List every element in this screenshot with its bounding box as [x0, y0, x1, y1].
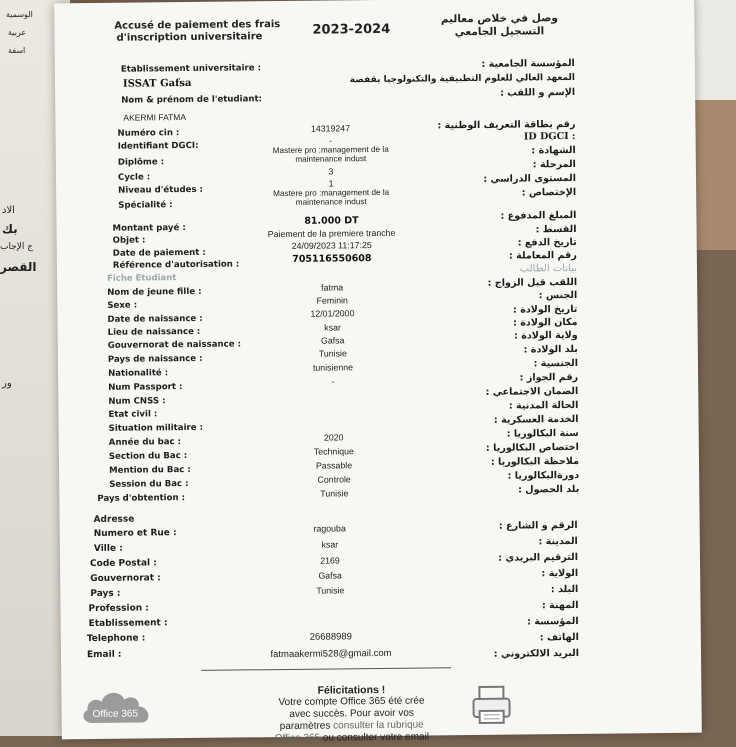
- passport-label-fr: Num Passport :: [108, 382, 182, 393]
- printer-icon[interactable]: [469, 683, 514, 731]
- cin-value: 14319247: [255, 123, 405, 135]
- profession-label-fr: Profession :: [88, 603, 148, 614]
- cnss-label-ar: الضمان الاجتماعي :: [486, 386, 579, 398]
- student-rows: [54, 0, 694, 3]
- left-paper-text: ج الإجاب: [0, 242, 33, 252]
- pays-obtention-label-fr: Pays d'obtention :: [97, 493, 185, 504]
- etat-civil-label-fr: Etat civil :: [108, 409, 157, 420]
- etablissement-value-ar: المعهد العالي للعلوم التطبيقية والتكنولوجيا بقفصة: [350, 73, 575, 85]
- pays-naissance-value: Tunisie: [258, 348, 408, 360]
- student-name-value: AKERMI FATMA: [123, 112, 186, 123]
- etablissement-label-ar: المؤسسة الجامعية :: [481, 58, 574, 70]
- niveau-label-fr: Niveau d'études :: [118, 185, 203, 196]
- lieu-naissance-label-fr: Lieu de naissance :: [108, 327, 201, 338]
- specialite-value: Mastere pro :management de la maintenance indust: [256, 188, 406, 208]
- office-365-logo: [78, 684, 156, 727]
- numero-rue-value: ragouba: [255, 523, 405, 535]
- telephone-label-ar: الهاتف :: [540, 632, 579, 643]
- adresse-rows: [54, 0, 694, 3]
- nationalite-label-ar: الجنسية :: [534, 358, 579, 369]
- section-bac-label-ar: اختصاص البكالوريا :: [486, 442, 579, 454]
- date-naissance-label-ar: تاريخ الولادة :: [513, 304, 578, 316]
- ville-label-ar: المدينة :: [538, 536, 578, 547]
- etablissement-value-fr: ISSAT Gafsa: [123, 78, 192, 90]
- situation-militaire-label-ar: الخدمة العسكرية :: [494, 414, 579, 426]
- etablissement-label-fr: Etablissement universitaire :: [121, 63, 261, 74]
- left-paper-text: عربية: [8, 28, 26, 37]
- specialite-label-ar: الإختصاص :: [522, 187, 577, 199]
- montant-value: 81.000 DT: [256, 215, 406, 228]
- date-paiement-label-fr: Date de paiement :: [113, 248, 206, 259]
- title-fr-line1: Accusé de paiement des frais: [114, 19, 264, 33]
- pays-label-fr: Pays :: [90, 589, 120, 599]
- cin-label-fr: Numéro cin :: [117, 128, 179, 139]
- sexe-label-fr: Sexe :: [107, 301, 137, 311]
- congrats-line3a: paramètres: [280, 720, 333, 732]
- lieu-naissance-value: ksar: [258, 322, 408, 334]
- title-fr-line2: d'inscription universitaire: [114, 31, 264, 45]
- passport-label-ar: رقم الجواز :: [520, 372, 579, 384]
- telephone-value: 26688989: [256, 631, 406, 644]
- left-paper-text: القصر: [0, 260, 37, 274]
- title-fr: [114, 19, 264, 45]
- gouvernorat-naissance-label-ar: ولاية الولادة :: [514, 330, 578, 342]
- email-label-fr: Email :: [87, 650, 122, 660]
- session-bac-label-ar: دورةالبكالوريا :: [507, 470, 579, 482]
- mention-bac-value: Passable: [259, 460, 409, 472]
- date-paiement-value: 24/09/2023 11:17:25: [257, 240, 407, 252]
- cycle-label-ar: المرحلة :: [533, 159, 576, 170]
- left-paper-text: ور: [2, 378, 12, 389]
- cloud-icon: [78, 684, 156, 727]
- title-ar: [424, 12, 574, 40]
- student-name-label-fr: Nom & prénom de l'etudiant:: [121, 94, 262, 105]
- congrats-title: Félicitations !: [231, 683, 471, 698]
- date-paiement-label-ar: تاريخ الدفع :: [518, 237, 577, 249]
- ville-value: ksar: [255, 539, 405, 551]
- profession-label-ar: المهنة :: [542, 600, 579, 611]
- cin-label-ar: رقم بطاقة التعريف الوطنية :: [437, 119, 575, 131]
- reference-label-ar: رقم المعاملة :: [509, 250, 577, 262]
- niveau-label-ar: المستوى الدراسي :: [483, 173, 576, 185]
- dgci-label-fr: Identifiant DGCI:: [118, 141, 199, 152]
- pays-label-ar: البلد :: [551, 584, 579, 595]
- congrats-line4: [232, 731, 472, 746]
- objet-value: Paiement de la premiere tranche: [247, 228, 417, 240]
- gouvernorat-label-fr: Gouvernorat :: [90, 573, 161, 584]
- objet-label-ar: القسط :: [535, 224, 576, 235]
- academic-rows: [54, 0, 694, 3]
- pays-naissance-label-ar: بلد الولادة :: [524, 344, 578, 356]
- congrats-line1: Votre compte Office 365 été crée: [231, 695, 471, 710]
- gouvernorat-naissance-value: Gafsa: [258, 335, 408, 347]
- left-paper-text: الاد: [2, 205, 15, 216]
- mention-bac-label-fr: Mention du Bac :: [109, 465, 191, 476]
- montant-label-ar: المبلغ المدفوع :: [500, 210, 576, 222]
- code-postal-label-fr: Code Postal :: [90, 558, 157, 569]
- ville-label-fr: Ville :: [94, 544, 123, 554]
- section-bac-label-fr: Section du Bac :: [109, 451, 187, 462]
- title-ar-line2: التسجيل الجامعي: [424, 25, 574, 40]
- dgci-value: -: [256, 135, 406, 147]
- date-naissance-value: 12/01/2000: [257, 308, 407, 320]
- etablissement-addr-label-fr: Etablissement :: [89, 618, 168, 629]
- mention-bac-label-ar: ملاحظة البكالوريا :: [491, 456, 579, 468]
- numero-rue-label-ar: الرقم و الشارع :: [499, 520, 578, 532]
- etablissement-addr-label-ar: المؤسسة :: [527, 616, 579, 628]
- nationalite-label-fr: Nationalité :: [108, 368, 168, 379]
- receipt-document: [54, 0, 702, 739]
- congratulations-block: [231, 683, 472, 746]
- pays-obtention-value: Tunisie: [259, 488, 409, 500]
- student-name-label-ar: الإسم و اللقب :: [500, 87, 575, 99]
- code-postal-label-ar: الترقيم البريدي :: [498, 552, 578, 564]
- cnss-label-fr: Num CNSS :: [108, 396, 165, 407]
- date-naissance-label-fr: Date de naissance :: [107, 314, 202, 325]
- left-paper-text: الوسمية: [6, 10, 33, 19]
- annee-bac-label-fr: Année du bac :: [109, 437, 181, 448]
- lieu-naissance-label-ar: مكان الولادة :: [513, 317, 578, 329]
- jeune-fille-label-ar: اللقب قبل الزواج :: [488, 277, 578, 289]
- academic-year: 2023-2024: [312, 22, 390, 38]
- payment-section: [54, 0, 694, 3]
- email-value: fatmaakermi528@gmail.com: [236, 648, 426, 661]
- annee-bac-label-ar: سنة البكالوريا :: [507, 428, 579, 440]
- diplome-label-ar: الشهادة :: [531, 145, 575, 156]
- annee-bac-value: 2020: [259, 432, 409, 444]
- passport-value: -: [258, 376, 408, 388]
- diplome-label-fr: Diplôme :: [118, 157, 164, 167]
- fiche-label-fr: Fiche Etudiant: [107, 273, 176, 284]
- pays-value: Tunisie: [255, 585, 405, 597]
- left-paper-text: اسفة: [8, 46, 25, 55]
- specialite-label-fr: Spécialité :: [118, 200, 172, 211]
- cycle-label-fr: Cycle :: [118, 172, 150, 182]
- cycle-value: 3: [256, 166, 406, 178]
- gouvernorat-label-ar: الولاية :: [541, 568, 578, 579]
- pays-naissance-label-fr: Pays de naissance :: [108, 354, 203, 365]
- consulter-rubrique-link[interactable]: consulter la rubrique: [333, 720, 424, 732]
- etat-civil-label-ar: الحالة المدنية :: [509, 400, 579, 412]
- gouvernorat-naissance-label-fr: Gouvernorat de naissance :: [108, 339, 241, 350]
- fiche-label-ar: بيانات الطالب: [520, 263, 577, 275]
- session-bac-value: Controle: [259, 474, 409, 486]
- footer-divider: [201, 667, 451, 671]
- sexe-label-ar: الجنس :: [539, 290, 578, 301]
- code-postal-value: 2169: [255, 555, 405, 567]
- diplome-value: Mastere pro :management de la maintenance indust: [256, 145, 406, 165]
- title-ar-line1: وصل في خلاص معاليم: [424, 12, 574, 27]
- telephone-label-fr: Telephone :: [87, 633, 146, 644]
- pays-obtention-label-ar: بلد الحصول :: [518, 484, 579, 496]
- section-bac-value: Technique: [259, 446, 409, 458]
- jeune-fille-label-fr: Nom de jeune fille :: [107, 287, 201, 298]
- congrats-line2: avec succès. Pour avoir vos: [232, 707, 472, 722]
- email-label-ar: البريد الالكتروني :: [494, 648, 579, 660]
- session-bac-label-fr: Session du Bac :: [109, 479, 188, 490]
- gouvernorat-value: Gafsa: [255, 570, 405, 582]
- niveau-value: 1: [256, 178, 406, 190]
- reference-label-fr: Référence d'autorisation :: [113, 259, 240, 270]
- left-paper-text: بك: [2, 222, 18, 236]
- office-365-label: Office 365: [93, 709, 139, 720]
- nationalite-value: tunisienne: [258, 362, 408, 374]
- office-365-link[interactable]: Office 365: [275, 733, 323, 745]
- adresse-label: Adresse: [94, 515, 135, 525]
- sexe-value: Feminin: [257, 295, 407, 307]
- congrats-line4b: ou consulter votre email: [323, 731, 429, 743]
- dgci-label-ar: : ID DGCI: [524, 131, 576, 143]
- jeune-fille-value: fatma: [257, 282, 407, 294]
- reference-value: 705116550608: [257, 253, 407, 266]
- situation-militaire-label-fr: Situation militaire :: [109, 423, 203, 434]
- numero-rue-label-fr: Numero et Rue :: [94, 528, 177, 539]
- montant-label-fr: Montant payé :: [112, 223, 185, 234]
- objet-label-fr: Objet :: [113, 235, 146, 245]
